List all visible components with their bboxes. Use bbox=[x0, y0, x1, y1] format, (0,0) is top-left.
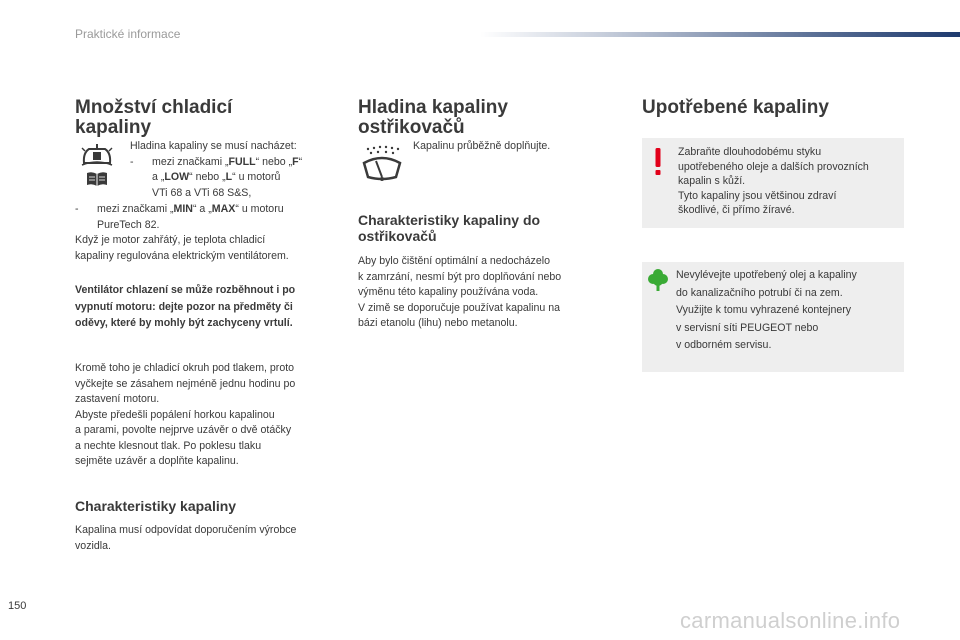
coolant-column bbox=[75, 98, 343, 138]
washer-title: Hladina kapaliny ostřikovačů bbox=[358, 97, 508, 138]
coolant-text-block bbox=[75, 202, 345, 264]
coolant-title: Množství chladicí kapaliny bbox=[75, 97, 233, 138]
washer-characteristics-title: Charakteristiky kapaliny do ostřikovačů bbox=[358, 212, 541, 244]
skin-warning-box: Zabraňte dlouhodobému styku upotřebeného oleje a dalších provozních kapalin s kůží. Tyto kapaliny jsou většinou zdraví škodlivé, či přímo žíravé. bbox=[642, 138, 904, 228]
coolant-characteristics: Charakteristiky kapaliny Kapalina musí odpovídat doporučením výrobce vozidla. bbox=[75, 498, 350, 554]
pressure-text: Kromě toho je chladicí okruh pod tlakem, proto vyčkejte se zásahem nejméně jednu hodinu po zastavení motoru. Abyste předešli popálení horkou kapalinou a parami, povolte nejprve uzávěr o dvě otáčky a nechte klesnout tlak. Po poklesu tlaku sejměte uzávěr a doplňte kapalinu. bbox=[75, 362, 296, 467]
washer-column bbox=[358, 98, 603, 138]
coolant-level-list bbox=[130, 155, 345, 202]
fan-text: Když je motor zahřátý, je teplota chladicí kapaliny regulována elektrickým ventilátorem. bbox=[75, 234, 289, 262]
eco-tree-icon bbox=[648, 268, 668, 292]
header-decorative-bar bbox=[480, 32, 960, 37]
watermark: carmanualsonline.info bbox=[680, 608, 901, 633]
washer-icon bbox=[360, 143, 404, 183]
page-number: 150 bbox=[8, 600, 27, 612]
washer-refill: Kapalinu průběžně doplňujte. bbox=[413, 140, 551, 152]
exclamation-icon bbox=[652, 148, 664, 176]
section-title: Praktické informace bbox=[75, 27, 181, 41]
fan-warning: Ventilátor chlazení se může rozběhnout i po vypnutí motoru: dejte pozor na předměty či oděvy, které by mohly být zachyceny vrtulí. bbox=[75, 284, 296, 329]
washer-characteristics: Charakteristiky kapaliny do ostřikovačů Aby bylo čištění optimální a nedocházelo k zamrzání, nesmí být pro doplňování nebo výměnu této kapaliny používána voda. V zimě se doporučuje používat kapalinu na bázi etanolu (lihu) nebo metanolu. bbox=[358, 212, 618, 332]
environment-box: Nevylévejte upotřebený olej a kapaliny do kanalizačního potrubí či na zem. Využijte k tomu vyhrazené kontejnery v servisní síti PEUGEOT nebo v odborném servisu. bbox=[642, 262, 904, 372]
coolant-characteristics-title: Charakteristiky kapaliny bbox=[75, 498, 237, 514]
list-item: - mezi značkami „MIN“ a „MAX“ u motoru PureTech 82. bbox=[75, 202, 345, 233]
coolant-level-list-2 bbox=[75, 202, 345, 233]
used-fluids-column bbox=[642, 98, 904, 118]
coolant-intro: Hladina kapaliny se musí nacházet: bbox=[130, 140, 297, 152]
list-item: - mezi značkami „FULL“ nebo „F“ a „LOW“ nebo „L“ u motorů VTi 68 a VTi 68 S&S, bbox=[130, 155, 345, 202]
coolant-intro-block bbox=[130, 139, 345, 201]
manual-book-icon bbox=[86, 171, 108, 187]
used-fluids-title: Upotřebené kapaliny bbox=[642, 97, 829, 118]
